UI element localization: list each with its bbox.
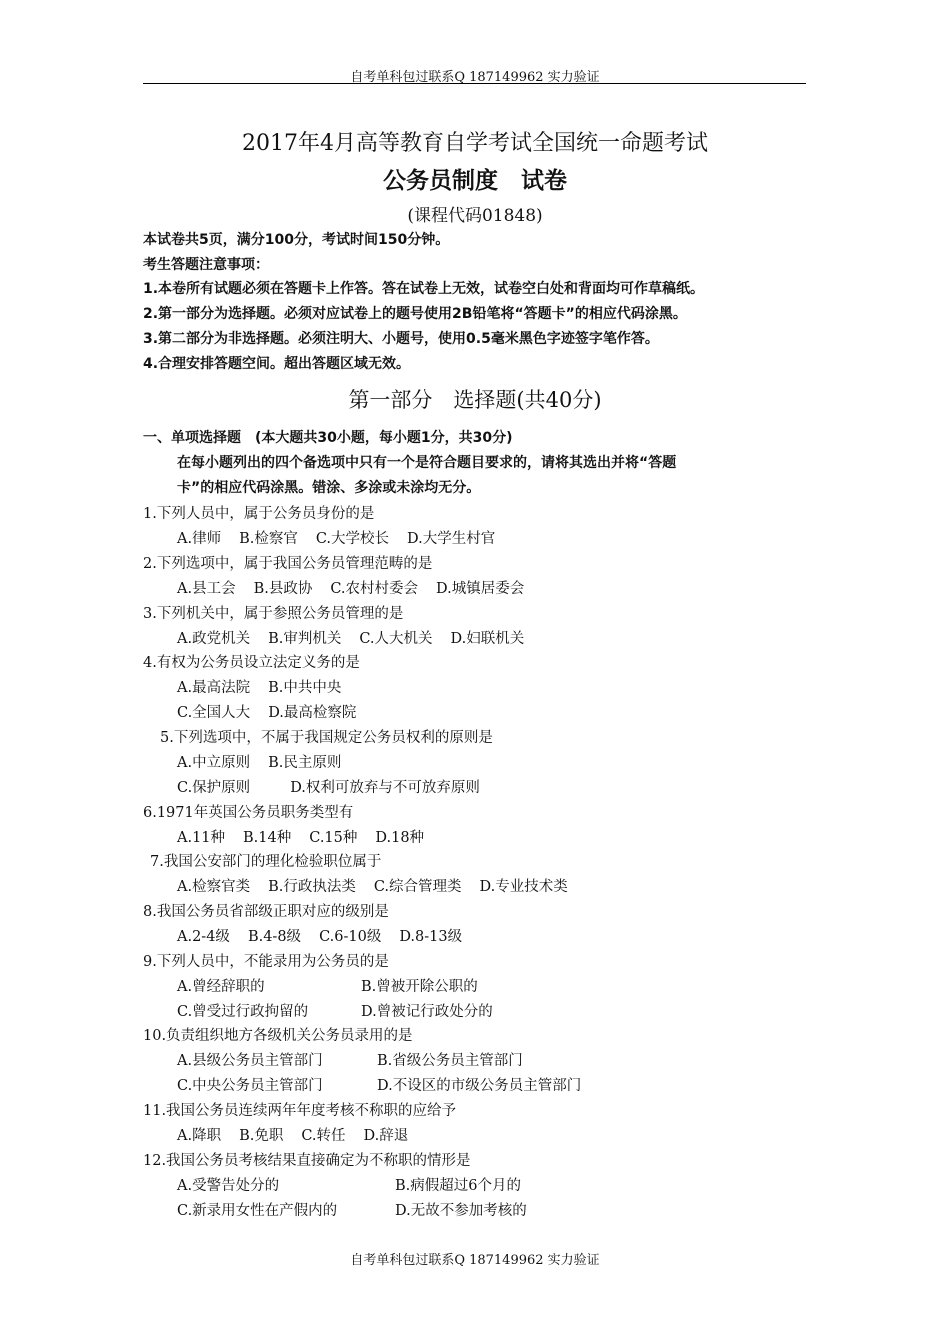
- option: C.转任: [301, 1128, 346, 1144]
- option: C.15种: [309, 830, 358, 846]
- option: C.曾受过行政拘留的: [177, 1004, 309, 1020]
- option: A.11种: [177, 830, 226, 846]
- option: B.行政执法类: [268, 879, 356, 895]
- question-stem: 9.下列人员中，不能录用为公务员的是: [143, 954, 389, 970]
- option: B.14种: [243, 830, 292, 846]
- option: C.人大机关: [359, 631, 433, 647]
- options-row: [177, 826, 442, 847]
- question-stem: 2.下列选项中，属于我国公务员管理范畴的是: [143, 556, 433, 572]
- part-title: 第一部分 选择题(共40分): [348, 388, 602, 412]
- option: B.民主原则: [268, 755, 342, 771]
- header-rule: [143, 83, 806, 84]
- question-stem: 3.下列机关中，属于参照公务员管理的是: [143, 606, 404, 622]
- options-row: [177, 577, 542, 598]
- option: C.农村村委会: [330, 581, 419, 597]
- option: B.审判机关: [268, 631, 342, 647]
- note-item: 3.第二部分为非选择题。必须注明大、小题号，使用0.5毫米黑色字迹签字笔作答。: [143, 331, 659, 347]
- option: C.中央公务员主管部门: [177, 1078, 323, 1094]
- options-row: [177, 527, 513, 548]
- option: B.病假超过6个月的: [395, 1178, 521, 1194]
- option: D.曾被记行政处分的: [361, 1004, 493, 1020]
- option: A.县级公务员主管部门: [177, 1053, 323, 1069]
- option: A.政党机关: [177, 631, 251, 647]
- section-title: 一、单项选择题 (本大题共30小题，每小题1分，共30分): [143, 430, 513, 446]
- option: A.检察官类: [177, 879, 251, 895]
- option: D.专业技术类: [479, 879, 568, 895]
- option: D.无故不参加考核的: [395, 1203, 527, 1219]
- question-stem: 12.我国公务员考核结果直接确定为不称职的情形是: [143, 1153, 471, 1169]
- option: A.律师: [177, 531, 222, 547]
- option: A.2-4级: [177, 929, 230, 945]
- option: B.县政协: [253, 581, 313, 597]
- page-header: 自考单科包过联系Q 187149962 实力验证: [350, 70, 600, 85]
- options-row: [177, 925, 480, 946]
- option: D.18种: [375, 830, 425, 846]
- option: D.城镇居委会: [436, 581, 525, 597]
- page-footer: 自考单科包过联系Q 187149962 实力验证: [350, 1253, 600, 1268]
- question-stem: 6.1971年英国公务员职务类型有: [143, 805, 354, 821]
- notes-title: 考生答题注意事项：: [143, 257, 269, 273]
- option: D.最高检察院: [268, 705, 357, 721]
- option: B.曾被开除公职的: [361, 979, 478, 995]
- course-code: (课程代码01848): [407, 206, 543, 226]
- question-stem: 5.下列选项中，不属于我国规定公务员权利的原则是: [160, 730, 493, 746]
- options-row: [177, 875, 586, 896]
- option: A.曾经辞职的: [177, 979, 265, 995]
- option: A.中立原则: [177, 755, 251, 771]
- option: D.妇联机关: [450, 631, 525, 647]
- option: C.新录用女性在产假内的: [177, 1203, 338, 1219]
- paper-title: 公务员制度 试卷: [383, 168, 567, 194]
- option: A.最高法院: [177, 680, 251, 696]
- instruction-line-1: 在每小题列出的四个备选项中只有一个是符合题目要求的，请将其选出并将“答题: [177, 455, 677, 471]
- option: D.8-13级: [399, 929, 463, 945]
- option: A.受警告处分的: [177, 1178, 280, 1194]
- info-line: 本试卷共5页，满分100分，考试时间150分钟。: [143, 232, 450, 248]
- options-row: [177, 751, 359, 772]
- options-row: [177, 1124, 426, 1145]
- question-stem: 7.我国公安部门的理化检验职位属于: [150, 854, 382, 870]
- question-stem: 10.负责组织地方各级机关公务员录用的是: [143, 1028, 413, 1044]
- option: C.全国人大: [177, 705, 251, 721]
- exam-title: 2017年4月高等教育自学考试全国统一命题考试: [242, 131, 708, 156]
- option: B.检察官: [239, 531, 298, 547]
- options-row: [177, 676, 359, 697]
- question-stem: 11.我国公务员连续两年年度考核不称职的应给予: [143, 1103, 457, 1119]
- note-item: 2.第一部分为选择题。必须对应试卷上的题号使用2B铅笔将“答题卡”的相应代码涂黑。: [143, 306, 687, 322]
- note-item: 4.合理安排答题空间。超出答题区域无效。: [143, 356, 411, 372]
- option: C.大学校长: [315, 531, 390, 547]
- option: B.免职: [239, 1128, 284, 1144]
- options-row: [177, 701, 374, 722]
- options-row: [177, 627, 542, 648]
- option: D.辞退: [363, 1128, 409, 1144]
- note-item: 1.本卷所有试题必须在答题卡上作答。答在试卷上无效，试卷空白处和背面均可作草稿纸。: [143, 281, 705, 297]
- option: C.综合管理类: [373, 879, 462, 895]
- question-stem: 1.下列人员中，属于公务员身份的是: [143, 506, 375, 522]
- option: A.降职: [177, 1128, 222, 1144]
- option: D.大学生村官: [407, 531, 496, 547]
- options-row: [177, 776, 498, 797]
- option: B.中共中央: [268, 680, 342, 696]
- option: B.4-8级: [247, 929, 302, 945]
- question-stem: 4.有权为公务员设立法定义务的是: [143, 655, 360, 671]
- instruction-line-2: 卡”的相应代码涂黑。错涂、多涂或未涂均无分。: [177, 480, 481, 496]
- question-stem: 8.我国公务员省部级正职对应的级别是: [143, 904, 389, 920]
- option: A.县工会: [177, 581, 236, 597]
- option: C.保护原则: [177, 780, 251, 796]
- option: C.6-10级: [319, 929, 382, 945]
- option: D.不设区的市级公务员主管部门: [377, 1078, 582, 1094]
- option: D.权利可放弃与不可放弃原则: [290, 780, 480, 796]
- option: B.省级公务员主管部门: [377, 1053, 523, 1069]
